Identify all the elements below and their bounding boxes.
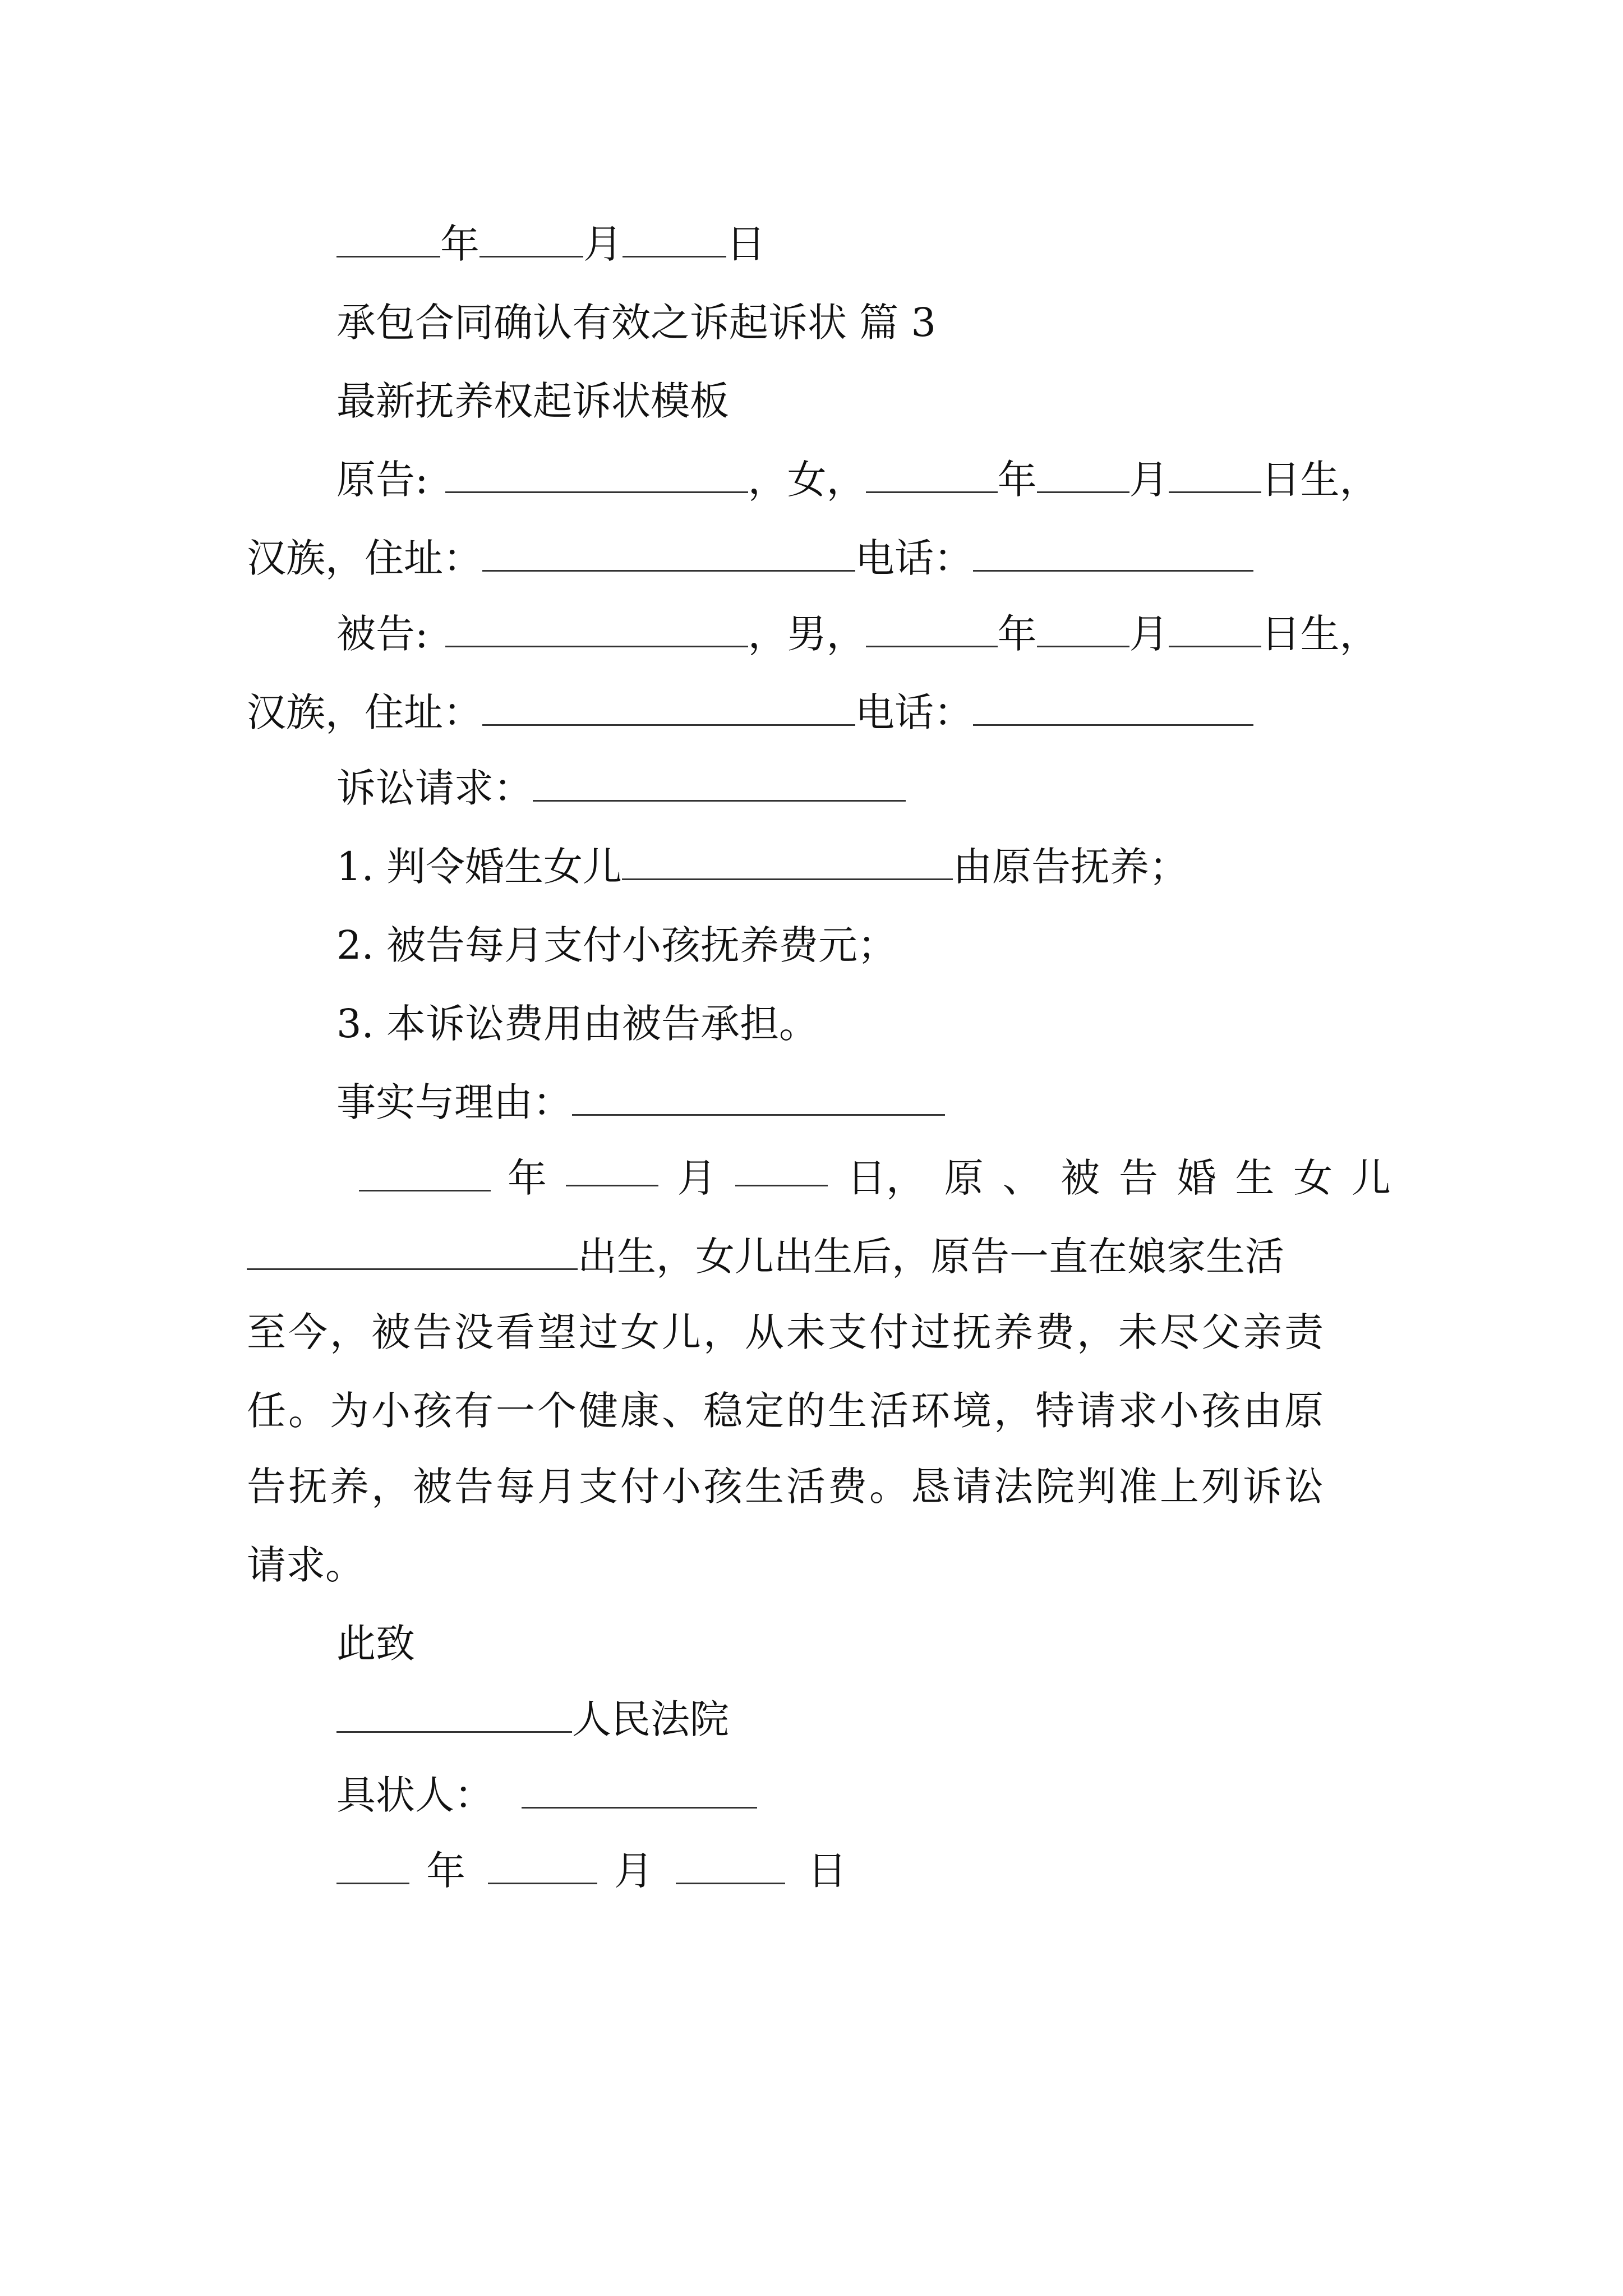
defendant-year-label: 年 <box>997 611 1037 657</box>
blank-daughter-name <box>622 844 953 880</box>
blank-defendant-phone <box>973 689 1253 726</box>
closing-to: 此致 <box>336 1621 415 1667</box>
closing-year-label: 年 <box>426 1848 465 1894</box>
signer-label: 具状人： <box>336 1772 494 1818</box>
blank-defendant-day <box>1169 611 1261 647</box>
facts-day-label: 日， <box>847 1155 925 1201</box>
facts-char: 被 <box>1061 1155 1100 1201</box>
blank-day <box>623 221 726 257</box>
closing-court-line <box>336 1691 729 1747</box>
plaintiff-gender: ，女， <box>748 457 866 503</box>
claim-item-1-text: 1. 判令婚生女儿 <box>336 844 623 890</box>
closing-day-label: 日 <box>808 1848 847 1894</box>
claims-label-line <box>336 760 906 816</box>
facts-char: 婚 <box>1177 1155 1216 1201</box>
facts-char: 儿 <box>1352 1155 1391 1201</box>
facts-char: 原 <box>944 1155 984 1201</box>
claim-item-3: 3. 本诉讼费用由被告承担。 <box>336 1001 819 1047</box>
facts-char: 生 <box>1235 1155 1275 1201</box>
plaintiff-phone-label: 电话： <box>855 535 973 581</box>
facts-char: 告 <box>1119 1155 1158 1201</box>
facts-line-1 <box>508 1150 1391 1206</box>
day-label: 日 <box>726 221 766 267</box>
facts-month-label: 月 <box>677 1155 717 1201</box>
claim-item-1-tail: 由原告抚养； <box>953 844 1189 890</box>
blank-plaintiff-year <box>866 457 998 493</box>
plaintiff-label: 原告: <box>336 457 428 503</box>
section-title: 承包合同确认有效之诉起诉状 篇 3 <box>336 300 937 346</box>
blank-plaintiff-phone <box>973 535 1253 572</box>
claim-item-2: 2. 被告每月支付小孩抚养费元； <box>336 922 897 968</box>
defendant-born-label: 日生， <box>1261 611 1379 657</box>
blank-defendant-name <box>445 611 748 647</box>
blank-year <box>336 221 440 257</box>
year-label: 年 <box>440 221 479 267</box>
facts-line-1-blank-year <box>359 1150 491 1206</box>
blank-birth-date <box>247 1234 578 1270</box>
blank-plaintiff-name <box>445 457 748 493</box>
blank-closing-month <box>488 1848 597 1884</box>
facts-label: 事实与理由： <box>336 1079 572 1125</box>
closing-month-label: 月 <box>614 1848 653 1894</box>
plaintiff-year-label: 年 <box>997 457 1037 503</box>
defendant-gender: ，男， <box>748 611 866 657</box>
blank-plaintiff-address <box>482 535 855 572</box>
blank-month <box>479 221 583 257</box>
plaintiff-born-label: 日生， <box>1261 457 1379 503</box>
plaintiff-month-label: 月 <box>1129 457 1169 503</box>
facts-line-6: 请求。 <box>247 1542 365 1588</box>
facts-char: 、 <box>1002 1155 1042 1201</box>
plaintiff-address-label: 汉族，住址： <box>247 535 482 581</box>
doc-title: 最新抚养权起诉状模板 <box>336 378 729 424</box>
blank-defendant-address <box>482 689 855 726</box>
facts-line-3: 至今，被告没看望过女儿，从未支付过抚养费，未尽父亲责 <box>247 1309 1326 1355</box>
facts-line-4: 任。为小孩有一个健康、稳定的生活环境，特请求小孩由原 <box>247 1388 1326 1434</box>
facts-label-line <box>336 1074 945 1130</box>
facts-char: 女 <box>1293 1155 1333 1201</box>
claim-item-1 <box>336 839 1188 895</box>
blank-court <box>336 1696 572 1733</box>
defendant-phone-label: 电话： <box>855 689 973 735</box>
defendant-address-label: 汉族，住址： <box>247 689 482 735</box>
defendant-month-label: 月 <box>1129 611 1169 657</box>
blank-closing-year <box>336 1848 409 1884</box>
plaintiff-line-1 <box>336 452 1379 508</box>
defendant-label: 被告: <box>336 611 428 657</box>
facts-line-2 <box>247 1228 1284 1285</box>
defendant-line-2 <box>247 684 1253 740</box>
court-label: 人民法院 <box>572 1696 729 1742</box>
blank-signer <box>522 1772 757 1809</box>
blank-defendant-month <box>1037 611 1129 647</box>
blank-facts-month <box>566 1150 658 1186</box>
facts-line-2-text: 出生，女儿出生后，原告一直在娘家生活 <box>578 1234 1284 1280</box>
closing-signer-line <box>336 1767 757 1823</box>
date-line-top <box>336 216 766 272</box>
defendant-line-1 <box>336 606 1379 662</box>
blank-closing-day <box>676 1848 785 1884</box>
blank-facts-day <box>735 1150 828 1186</box>
facts-year-label: 年 <box>508 1155 547 1201</box>
blank-plaintiff-day <box>1169 457 1261 493</box>
blank-claims <box>533 765 906 802</box>
plaintiff-line-2 <box>247 530 1253 586</box>
closing-date-line <box>336 1843 847 1899</box>
blank-facts-year <box>359 1155 491 1191</box>
blank-facts <box>572 1079 945 1116</box>
month-label: 月 <box>583 221 623 267</box>
blank-plaintiff-month <box>1037 457 1129 493</box>
facts-line-5: 告抚养，被告每月支付小孩生活费。恳请法院判准上列诉讼 <box>247 1464 1326 1510</box>
claims-label: 诉讼请求： <box>336 765 533 811</box>
blank-defendant-year <box>866 611 998 647</box>
